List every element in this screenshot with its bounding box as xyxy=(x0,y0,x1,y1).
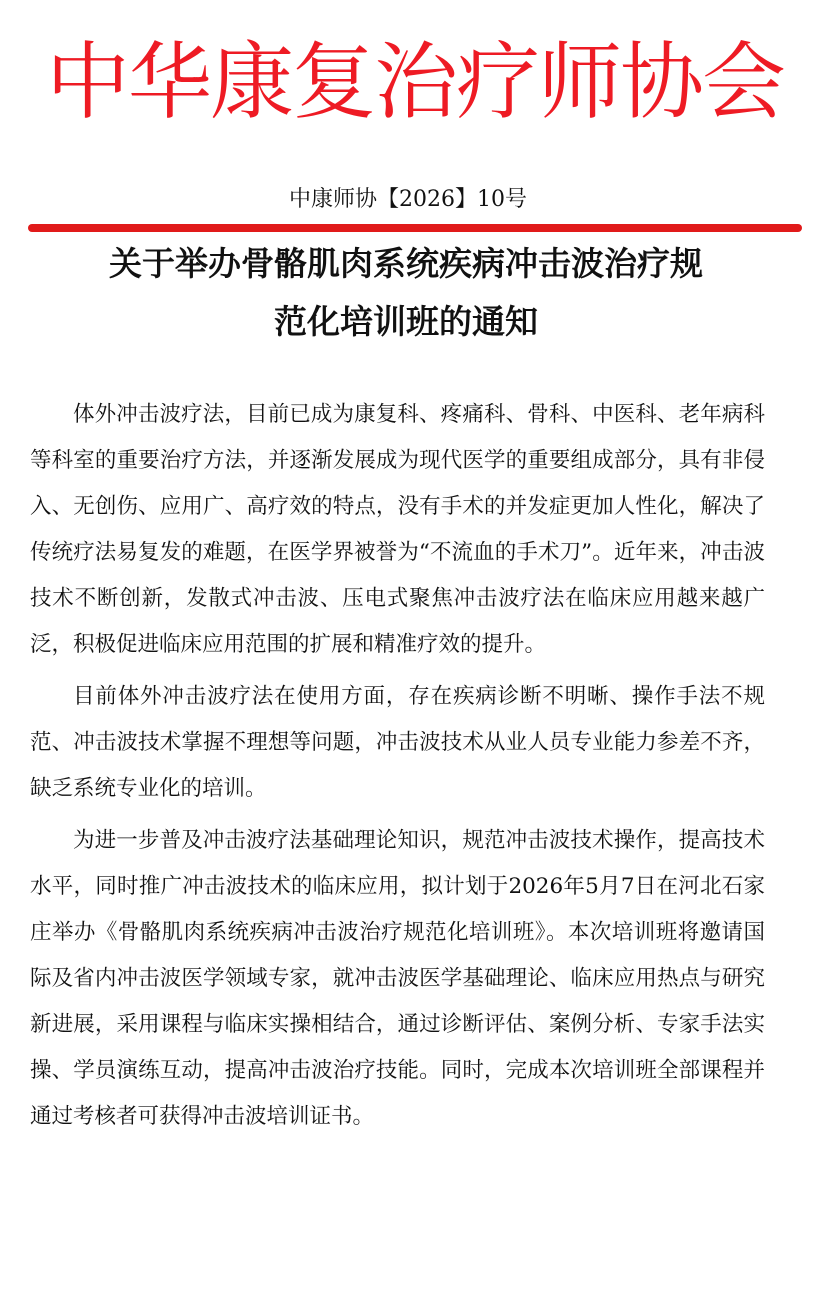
notice-title-line-1: 关于举办骨骼肌肉系统疾病冲击波治疗规 xyxy=(109,244,703,283)
notice-title xyxy=(0,235,812,351)
body-paragraph-2: 目前体外冲击波疗法在使用方面，存在疾病诊断不明晰、操作手法不规范、冲击波技术掌握不理想等问题，冲击波技术从业人员专业能力参差不齐，缺乏系统专业化的培训。 xyxy=(30,684,765,801)
body-paragraph-1: 体外冲击波疗法，目前已成为康复科、疼痛科、骨科、中医科、老年病科等科室的重要治疗方法，并逐渐发展成为现代医学的重要组成部分，具有非侵入、无创伤、应用广、高疗效的特点，没有手术的并发症更加人性化，解决了传统疗法易复发的难题，在医学界被誉为“不流血的手术刀”。近年来，冲击波技术不断创新，发散式冲击波、压电式聚焦冲击波疗法在临床应用越来越广泛，积极促进临床应用范围的扩展和精准疗效的提升。 xyxy=(30,402,765,657)
organization-header: 中华康复治疗师协会 xyxy=(45,33,784,131)
document-number: 中康师协【2026】10号 xyxy=(289,187,527,212)
notice-body xyxy=(30,392,765,1146)
notice-title-line-2: 范化培训班的通知 xyxy=(274,302,538,341)
body-paragraph-3: 为进一步普及冲击波疗法基础理论知识，规范冲击波技术操作，提高技术水平，同时推广冲击波技术的临床应用，拟计划于2026年5月7日在河北石家庄举办《骨骼肌肉系统疾病冲击波治疗规范化培训班》。本次培训班将邀请国际及省内冲击波医学领域专家，就冲击波医学基础理论、临床应用热点与研究新进展，采用课程与临床实操相结合，通过诊断评估、案例分析、专家手法实操、学员演练互动，提高冲击波治疗技能。同时，完成本次培训班全部课程并通过考核者可获得冲击波培训证书。 xyxy=(30,828,765,1129)
red-divider-line xyxy=(28,224,802,232)
